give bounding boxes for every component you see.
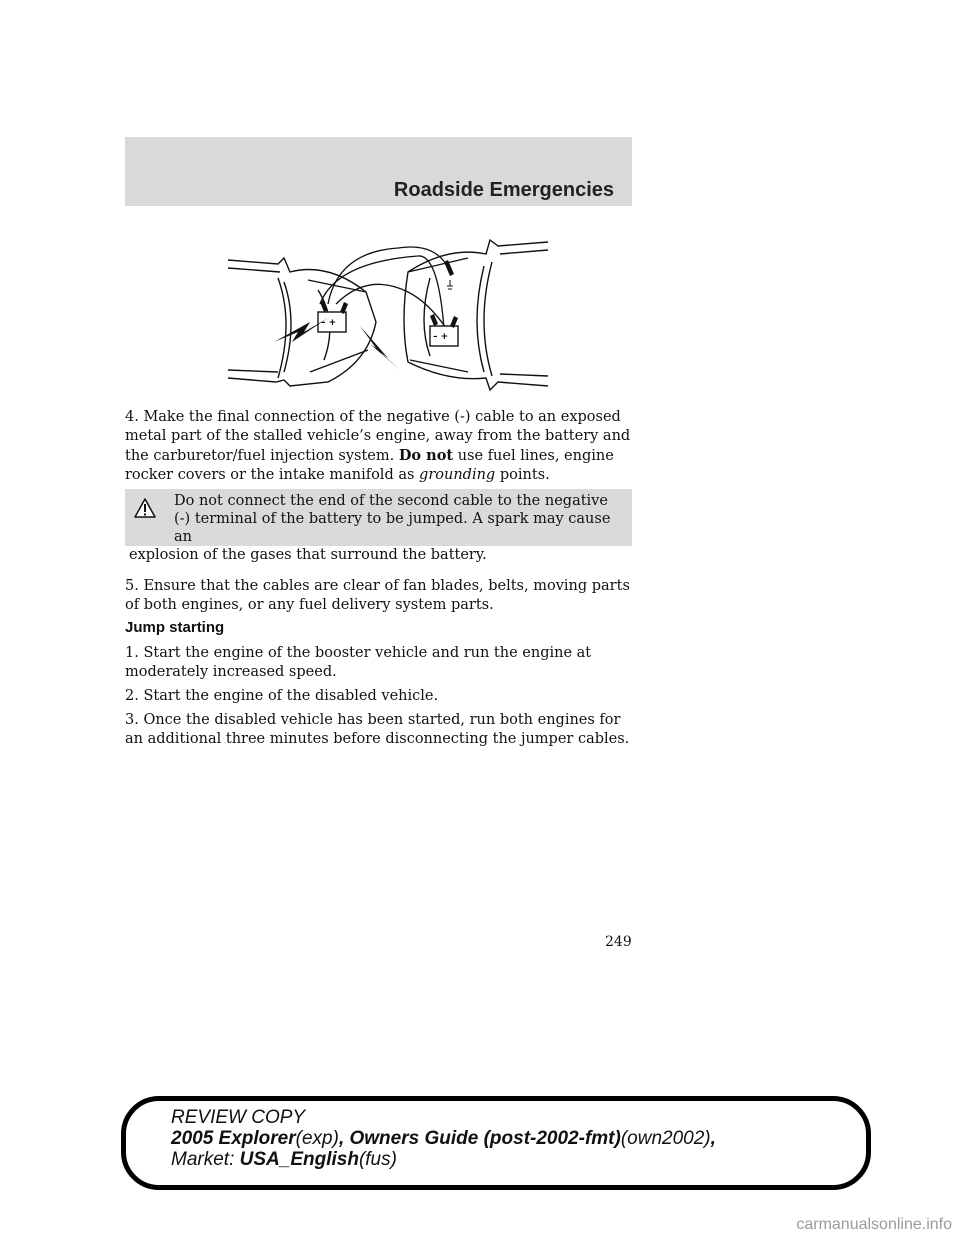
jump-starting-heading: Jump starting <box>125 619 225 636</box>
jump-step-3: 3. Once the disabled vehicle has been started, run both engines for an additional three minutes before disconnecting the jumper cables. <box>125 712 630 747</box>
page-number: 249 <box>605 934 632 950</box>
watermark: carmanualsonline.info <box>796 1216 952 1233</box>
right-battery-terminals: – + <box>433 332 449 342</box>
section-title: Roadside Emergencies <box>393 179 614 201</box>
jump-start-diagram <box>218 232 552 394</box>
warning-box <box>125 489 632 563</box>
warning-text: Do not connect the end of the second cable to the negative (-) terminal of the battery to be jumped. A spark may cause an explosion of the gases that surround the battery. <box>129 493 611 563</box>
step-5-paragraph: 5. Ensure that the cables are clear of fan blades, belts, moving parts of both engines, or any fuel delivery system parts. <box>125 578 630 613</box>
footer-text: REVIEW COPY 2005 Explorer(exp), Owners Guide (post-2002-fmt)(own2002), Market: USA_English(fus) <box>171 1107 716 1170</box>
footer-review-box <box>121 1096 871 1190</box>
left-battery-terminals: – + <box>321 318 337 328</box>
section-header-band <box>125 137 632 206</box>
jump-step-1: 1. Start the engine of the booster vehicle and run the engine at moderately increased speed. <box>125 645 592 680</box>
jump-step-2: 2. Start the engine of the disabled vehicle. <box>125 688 439 704</box>
step-4-paragraph: 4. Make the final connection of the negative (-) cable to an exposed metal part of the stalled vehicle’s engine, away from the battery and the carburetor/fuel injection system. Do not use fuel lines, engine rocker covers or the intake manifold as grounding points. <box>125 409 631 483</box>
